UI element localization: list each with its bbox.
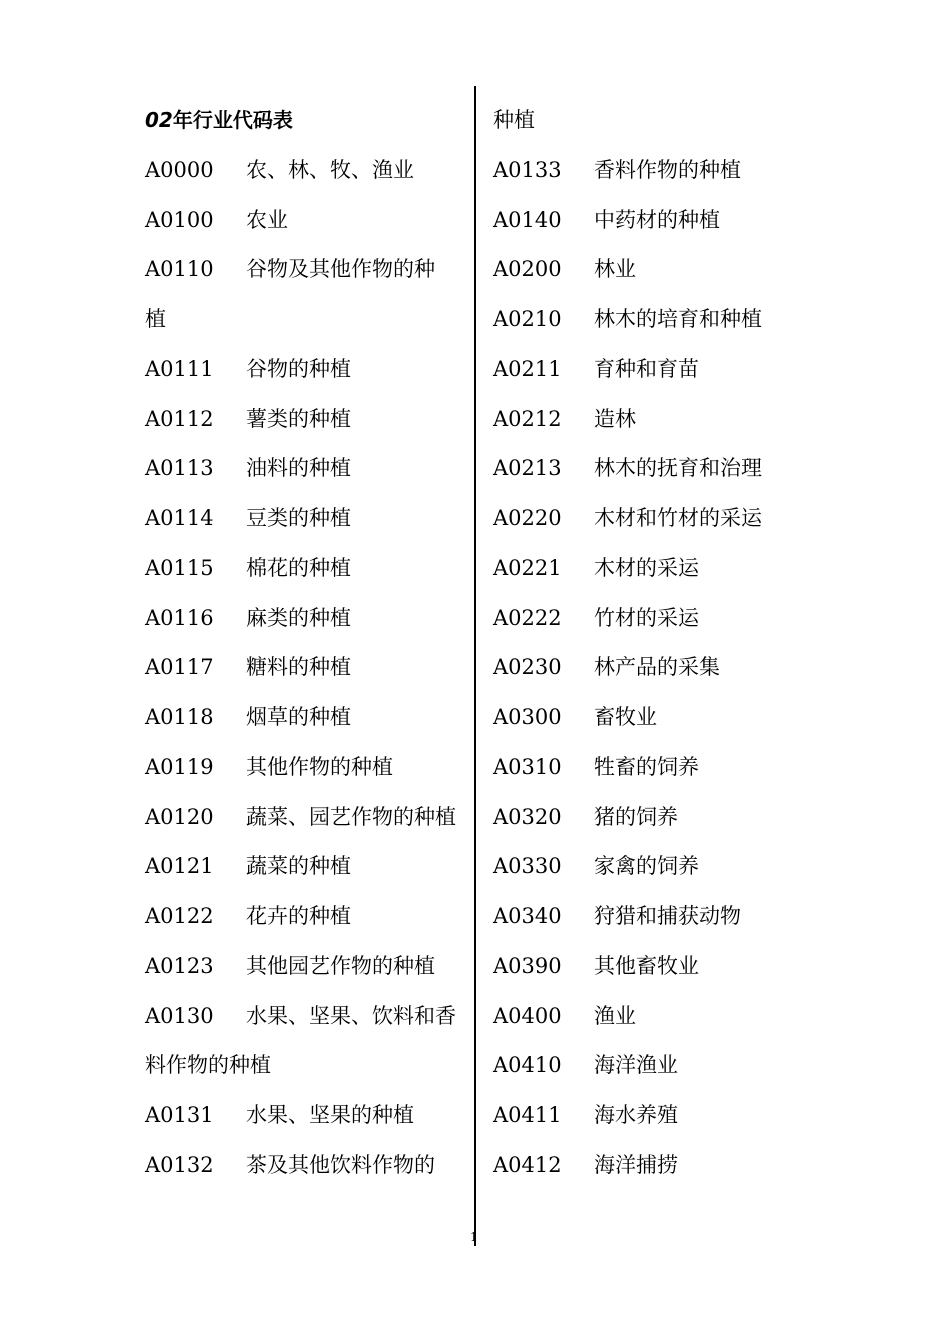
industry-name: 育种和育苗 bbox=[594, 356, 699, 381]
industry-code-row bbox=[493, 642, 813, 692]
industry-code: A0140 bbox=[493, 207, 562, 232]
industry-name: 其他作物的种植 bbox=[246, 754, 393, 779]
industry-code-row bbox=[145, 244, 465, 294]
industry-code: A0131 bbox=[145, 1103, 214, 1127]
industry-code: A0411 bbox=[493, 1103, 562, 1127]
industry-name: 狩猎和捕获动物 bbox=[594, 904, 741, 928]
industry-code: A0100 bbox=[145, 207, 214, 232]
industry-code-row bbox=[493, 742, 813, 792]
industry-name: 花卉的种植 bbox=[246, 904, 351, 928]
industry-code: A0121 bbox=[145, 854, 214, 879]
industry-name: 家禽的饲养 bbox=[594, 854, 699, 879]
industry-code: A0211 bbox=[493, 356, 562, 381]
industry-code-row bbox=[145, 394, 465, 444]
industry-code-row bbox=[145, 195, 465, 245]
industry-name: 林产品的采集 bbox=[594, 655, 720, 680]
industry-code-row bbox=[145, 1090, 465, 1140]
document-title bbox=[145, 95, 465, 145]
industry-code: A0112 bbox=[145, 406, 214, 431]
industry-code: A0412 bbox=[493, 1152, 562, 1177]
industry-code: A0117 bbox=[145, 655, 214, 680]
industry-name: 林业 bbox=[594, 257, 636, 282]
industry-name: 料作物的种植 bbox=[145, 1053, 271, 1078]
industry-code-row bbox=[145, 344, 465, 394]
right-code-list bbox=[493, 95, 813, 1190]
industry-name: 林木的抚育和治理 bbox=[594, 456, 762, 481]
industry-name: 蔬菜的种植 bbox=[246, 854, 351, 879]
industry-code-row bbox=[145, 841, 465, 891]
industry-code: A0114 bbox=[145, 506, 214, 530]
industry-code-row bbox=[493, 543, 813, 593]
industry-code: A0221 bbox=[493, 555, 562, 580]
industry-code: A0300 bbox=[493, 705, 562, 729]
industry-code: A0212 bbox=[493, 406, 562, 431]
industry-name: 渔业 bbox=[594, 1003, 636, 1028]
industry-code: A0110 bbox=[145, 257, 214, 282]
industry-name: 其他园艺作物的种植 bbox=[246, 953, 435, 978]
industry-code-row bbox=[493, 1140, 813, 1190]
industry-code: A0200 bbox=[493, 257, 562, 282]
industry-name: 烟草的种植 bbox=[246, 705, 351, 729]
industry-name: 造林 bbox=[594, 406, 636, 431]
industry-name: 水果、坚果、饮料和香 bbox=[246, 1003, 456, 1028]
industry-code: A0310 bbox=[493, 754, 562, 779]
industry-name: 糖料的种植 bbox=[246, 655, 351, 680]
industry-code: A0320 bbox=[493, 804, 562, 829]
industry-name: 薯类的种植 bbox=[246, 406, 351, 431]
industry-name: 海水养殖 bbox=[594, 1103, 678, 1127]
industry-name: 海洋捕捞 bbox=[594, 1152, 678, 1177]
industry-code-row bbox=[493, 443, 813, 493]
industry-name: 棉花的种植 bbox=[246, 555, 351, 580]
industry-name-continuation bbox=[493, 95, 813, 145]
industry-code: A0132 bbox=[145, 1152, 214, 1177]
industry-code-row bbox=[493, 891, 813, 941]
industry-code: A0122 bbox=[145, 904, 214, 928]
industry-code: A0330 bbox=[493, 854, 562, 879]
industry-name: 油料的种植 bbox=[246, 456, 351, 481]
column-divider bbox=[474, 86, 476, 1246]
industry-code-row bbox=[493, 493, 813, 543]
industry-code-row bbox=[145, 891, 465, 941]
industry-code-row bbox=[145, 692, 465, 742]
industry-code: A0000 bbox=[145, 157, 214, 182]
industry-code-row bbox=[145, 792, 465, 842]
industry-name: 农、林、牧、渔业 bbox=[246, 157, 414, 182]
industry-code-row bbox=[493, 941, 813, 991]
industry-code: A0116 bbox=[145, 605, 214, 630]
right-column bbox=[493, 95, 813, 1190]
industry-code: A0120 bbox=[145, 804, 214, 829]
industry-code-row bbox=[493, 394, 813, 444]
industry-code: A0340 bbox=[493, 904, 562, 928]
industry-code: A0220 bbox=[493, 506, 562, 530]
industry-code: A0123 bbox=[145, 953, 214, 978]
industry-code: A0130 bbox=[145, 1003, 214, 1028]
title-year: 02 bbox=[145, 108, 173, 132]
industry-code: A0222 bbox=[493, 605, 562, 630]
industry-name: 茶及其他饮料作物的 bbox=[246, 1152, 435, 1177]
industry-name: 畜牧业 bbox=[594, 705, 657, 729]
industry-code: A0133 bbox=[493, 157, 562, 182]
industry-name: 牲畜的饲养 bbox=[594, 754, 699, 779]
industry-code-row bbox=[145, 742, 465, 792]
industry-code: A0230 bbox=[493, 655, 562, 680]
industry-code: A0118 bbox=[145, 705, 214, 729]
industry-code-row bbox=[145, 593, 465, 643]
industry-name: 香料作物的种植 bbox=[594, 157, 741, 182]
industry-code-row bbox=[493, 1040, 813, 1090]
industry-code-row bbox=[493, 593, 813, 643]
industry-code-row bbox=[145, 1140, 465, 1190]
industry-name: 其他畜牧业 bbox=[594, 953, 699, 978]
industry-name-continuation bbox=[145, 294, 465, 344]
industry-code: A0390 bbox=[493, 953, 562, 978]
industry-code-row bbox=[493, 991, 813, 1041]
industry-name: 海洋渔业 bbox=[594, 1053, 678, 1078]
industry-name: 植 bbox=[145, 307, 166, 331]
industry-code-row bbox=[493, 692, 813, 742]
industry-name: 谷物的种植 bbox=[246, 356, 351, 381]
industry-name-continuation bbox=[145, 1040, 465, 1090]
industry-name: 蔬菜、园艺作物的种植 bbox=[246, 804, 456, 829]
industry-name: 中药材的种植 bbox=[594, 207, 720, 232]
industry-name: 豆类的种植 bbox=[246, 506, 351, 530]
industry-code: A0213 bbox=[493, 456, 562, 481]
industry-code: A0119 bbox=[145, 754, 214, 779]
industry-name: 种植 bbox=[493, 108, 535, 132]
page-number: 1 bbox=[470, 1230, 478, 1244]
industry-code-row bbox=[493, 145, 813, 195]
industry-code-row bbox=[493, 1090, 813, 1140]
industry-code-row bbox=[493, 195, 813, 245]
industry-code-row bbox=[145, 941, 465, 991]
title-text: 年行业代码表 bbox=[172, 108, 293, 132]
industry-code: A0410 bbox=[493, 1053, 562, 1078]
industry-code-row bbox=[493, 244, 813, 294]
industry-code-row bbox=[493, 294, 813, 344]
industry-code-row bbox=[145, 493, 465, 543]
industry-code: A0113 bbox=[145, 456, 214, 481]
industry-code-row bbox=[493, 792, 813, 842]
industry-name: 竹材的采运 bbox=[594, 605, 699, 630]
industry-name: 农业 bbox=[246, 207, 288, 232]
industry-code: A0111 bbox=[145, 356, 214, 381]
industry-name: 谷物及其他作物的种 bbox=[246, 257, 435, 282]
industry-name: 水果、坚果的种植 bbox=[246, 1103, 414, 1127]
industry-code-row bbox=[145, 543, 465, 593]
industry-name: 木材的采运 bbox=[594, 555, 699, 580]
industry-name: 林木的培育和种植 bbox=[594, 307, 762, 331]
industry-code-row bbox=[493, 344, 813, 394]
left-column bbox=[145, 95, 465, 1190]
industry-name: 猪的饲养 bbox=[594, 804, 678, 829]
left-code-list bbox=[145, 145, 465, 1190]
industry-code-row bbox=[145, 991, 465, 1041]
industry-code-row bbox=[145, 642, 465, 692]
industry-code: A0400 bbox=[493, 1003, 562, 1028]
industry-code-row bbox=[145, 145, 465, 195]
industry-name: 麻类的种植 bbox=[246, 605, 351, 630]
industry-code: A0210 bbox=[493, 307, 562, 331]
industry-code-row bbox=[493, 841, 813, 891]
industry-name: 木材和竹材的采运 bbox=[594, 506, 762, 530]
industry-code: A0115 bbox=[145, 555, 214, 580]
industry-code-row bbox=[145, 443, 465, 493]
